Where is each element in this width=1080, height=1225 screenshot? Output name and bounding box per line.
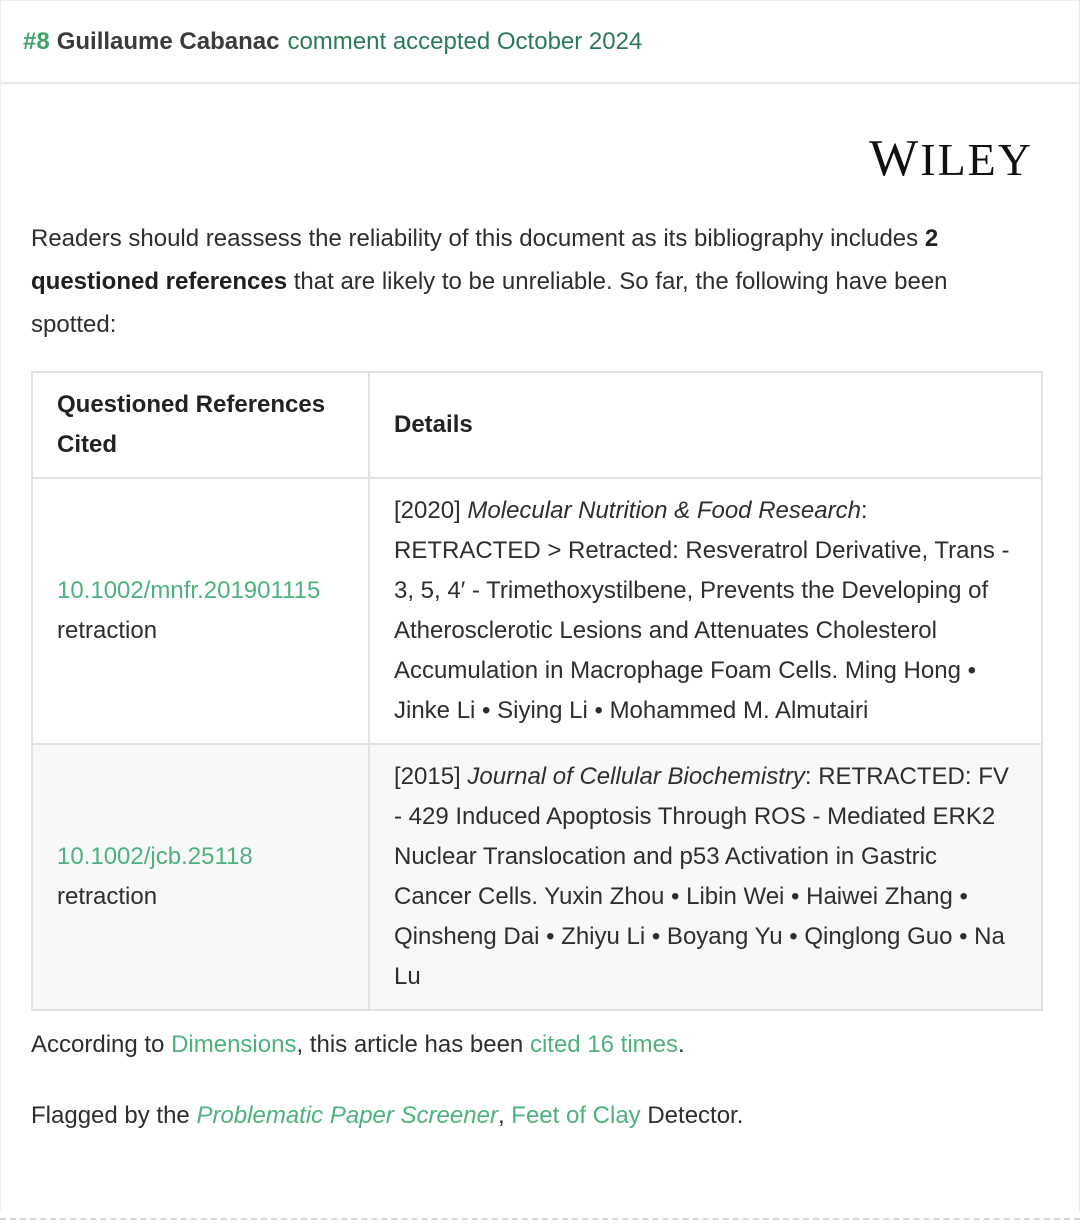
wiley-logo: WILEY bbox=[869, 130, 1033, 187]
table-row bbox=[32, 478, 1042, 744]
comment-author[interactable]: Guillaume Cabanac bbox=[56, 27, 280, 55]
comment-number[interactable]: #8 bbox=[23, 27, 50, 55]
reference-type: retraction bbox=[57, 617, 158, 644]
doi-link[interactable]: 10.1002/jcb.25118 bbox=[57, 843, 253, 870]
screener-link[interactable]: Problematic Paper Screener bbox=[196, 1102, 498, 1129]
reference-cell bbox=[32, 744, 369, 1010]
cited-count-link[interactable]: cited 16 times bbox=[529, 1031, 679, 1058]
journal-name: Journal of Cellular Biochemistry bbox=[467, 763, 805, 790]
column-header-references: Questioned References Cited bbox=[32, 372, 369, 478]
citation-info: According to Dimensions, this article has been cited 16 times. bbox=[31, 1031, 685, 1058]
reference-type: retraction bbox=[57, 883, 158, 910]
reference-cell bbox=[32, 478, 369, 744]
flagged-info: Flagged by the Problematic Paper Screener, Feet of Clay Detector. bbox=[31, 1102, 744, 1129]
journal-name: Molecular Nutrition & Food Research bbox=[467, 497, 861, 524]
column-header-details: Details bbox=[369, 372, 1042, 478]
comment-status: comment accepted October 2024 bbox=[287, 27, 643, 55]
questioned-count: 2 questioned references bbox=[31, 225, 939, 295]
comment-header bbox=[1, 1, 1079, 84]
table-header-row bbox=[32, 372, 1042, 478]
feet-of-clay-link[interactable]: Feet of Clay bbox=[511, 1102, 641, 1129]
questioned-references-table bbox=[31, 371, 1043, 1011]
details-cell: [2015] Journal of Cellular Biochemistry: RETRACTED: FV ‐ 429 Induced Apoptosis Through ROS ‐ Mediated ERK2 Nuclear Translocation and p53 Activation in Gastric Cancer Cells. Yuxin Zhou • Libin Wei • Haiwei Zhang • Qinsheng Dai • Zhiyu Li • Boyang Yu • Qinglong Guo • Na Lu bbox=[369, 744, 1042, 1010]
divider bbox=[0, 1218, 1080, 1220]
doi-link[interactable]: 10.1002/mnfr.201901115 bbox=[57, 577, 321, 604]
details-cell: [2020] Molecular Nutrition & Food Research: RETRACTED > Retracted: Resveratrol Derivative, Trans ‐ 3, 5, 4′ ‐ Trimethoxystilbene, Prevents the Developing of Atherosclerotic Lesions and Attenuates Cholesterol Accumulation in Macrophage Foam Cells. Ming Hong • Jinke Li • Siying Li • Mohammed M. Almutairi bbox=[369, 478, 1042, 744]
intro-text: Readers should reassess the reliability of this document as its bibliography includes 2 questioned references that are likely to be unreliable. So far, the following have been spotted: bbox=[31, 225, 948, 338]
table-row bbox=[32, 744, 1042, 1010]
dimensions-link[interactable]: Dimensions bbox=[171, 1031, 297, 1058]
